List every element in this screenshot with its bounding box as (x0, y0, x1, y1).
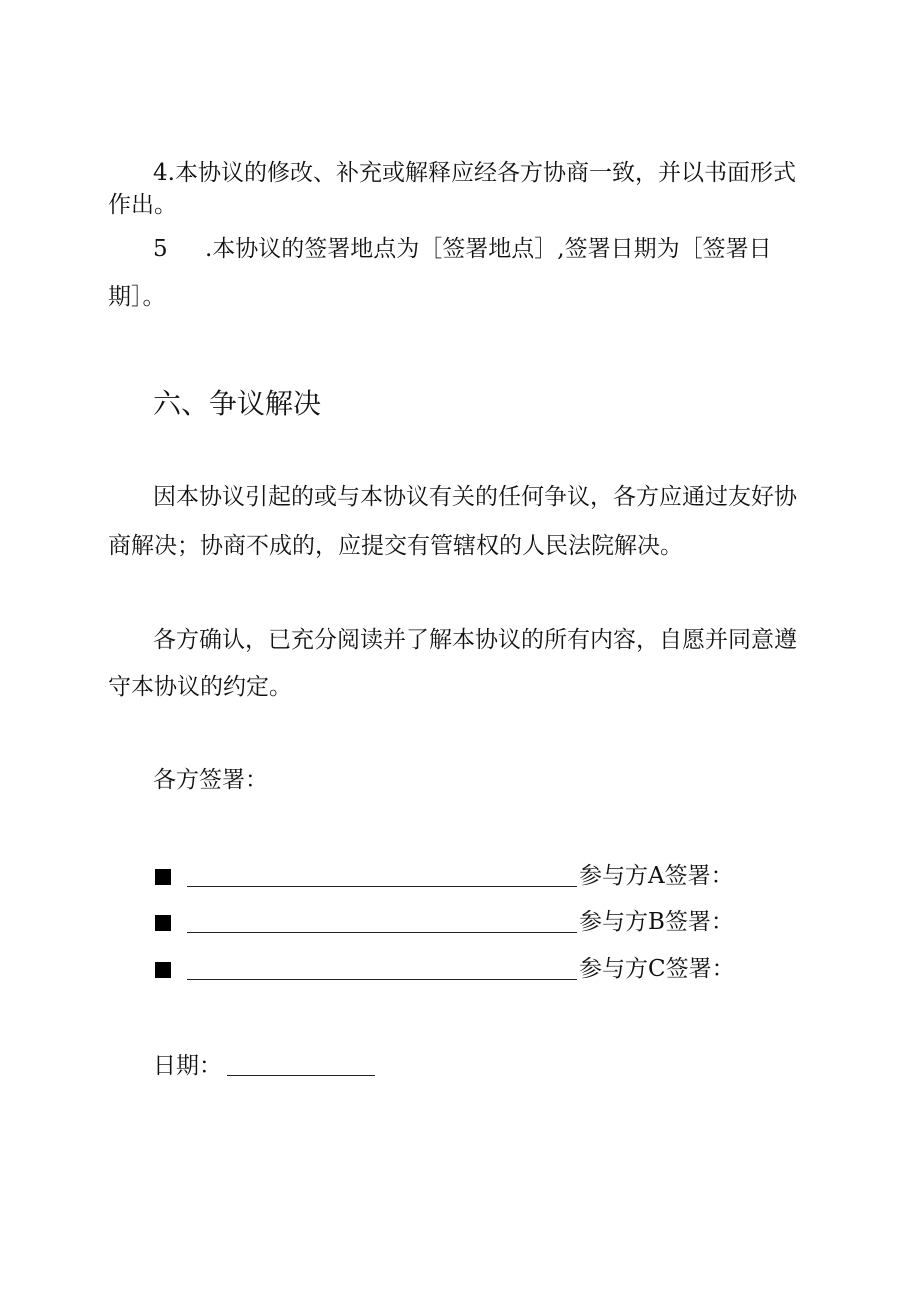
dispute-paragraph-line-2: 商解决；协商不成的，应提交有管辖权的人民法院解决。 (108, 533, 683, 559)
date-label: 日期： (153, 1053, 222, 1079)
clause-4-line-2: 作出。 (108, 192, 177, 218)
date-row (153, 1050, 222, 1082)
date-line[interactable] (227, 1075, 375, 1076)
clause-5-number: 5 (153, 236, 168, 262)
confirmation-line-2: 守本协议的约定。 (108, 674, 292, 700)
signature-line-party-a[interactable] (187, 886, 577, 887)
clause-4-line-1: 4.本协议的修改、补充或解释应经各方协商一致，并以书面形式 (153, 160, 796, 186)
dispute-paragraph-line-1: 因本协议引起的或与本协议有关的任何争议，各方应通过友好协 (153, 484, 797, 510)
bullet-square-icon (155, 962, 171, 978)
bullet-square-icon (155, 869, 171, 885)
signature-label-party-b: 参与方B签署： (579, 909, 734, 935)
signature-label-party-c: 参与方C签署： (579, 956, 735, 982)
bullet-square-icon (155, 915, 171, 931)
section-6-title: 六、争议解决 (153, 387, 322, 420)
clause-5-line-1: .本协议的签署地点为［签署地点］,签署日期为［签署日 (205, 236, 772, 262)
signature-line-party-c[interactable] (187, 979, 577, 980)
signature-label-party-a: 参与方A签署： (579, 863, 734, 889)
confirmation-line-1: 各方确认，已充分阅读并了解本协议的所有内容，自愿并同意遵 (153, 627, 797, 653)
clause-5-line-2: 期］。 (108, 284, 166, 310)
signatures-heading: 各方签署： (153, 767, 268, 793)
signature-line-party-b[interactable] (187, 932, 577, 933)
